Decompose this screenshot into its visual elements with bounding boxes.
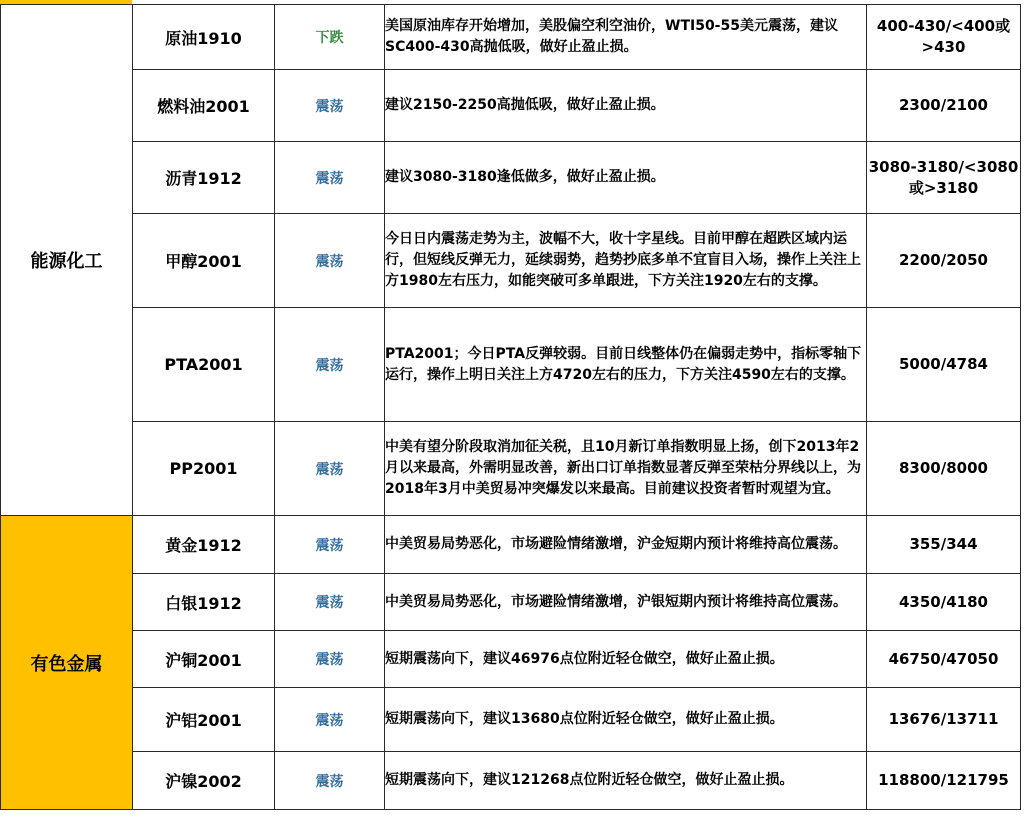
contract-name: 沥青1912 — [133, 142, 275, 214]
trend-label: 震荡 — [275, 422, 385, 516]
price-levels: 118800/121795 — [867, 752, 1021, 810]
analysis-text: 建议3080-3180逢低做多，做好止盈止损。 — [385, 142, 867, 214]
trend-label: 下跌 — [275, 5, 385, 70]
trend-label: 震荡 — [275, 752, 385, 810]
price-levels: 8300/8000 — [867, 422, 1021, 516]
price-levels: 2200/2050 — [867, 214, 1021, 308]
table-row — [1, 308, 1021, 422]
trend-label: 震荡 — [275, 142, 385, 214]
analysis-text: 中美贸易局势恶化，市场避险情绪激增，沪金短期内预计将维持高位震荡。 — [385, 516, 867, 574]
trend-label: 震荡 — [275, 516, 385, 574]
table-row — [1, 142, 1021, 214]
price-levels: 4350/4180 — [867, 574, 1021, 631]
trend-label: 震荡 — [275, 214, 385, 308]
price-levels: 5000/4784 — [867, 308, 1021, 422]
sector-label-nonferrous-metals: 有色金属 — [1, 516, 133, 810]
table-row — [1, 574, 1021, 631]
contract-name: PTA2001 — [133, 308, 275, 422]
price-levels: 3080-3180/<3080或>3180 — [867, 142, 1021, 214]
price-levels: 46750/47050 — [867, 631, 1021, 688]
table-row — [1, 688, 1021, 752]
contract-name: 原油1910 — [133, 5, 275, 70]
analysis-text: 短期震荡向下，建议13680点位附近轻仓做空，做好止盈止损。 — [385, 688, 867, 752]
trend-label: 震荡 — [275, 631, 385, 688]
trend-label: 震荡 — [275, 688, 385, 752]
table-row — [1, 422, 1021, 516]
table-row — [1, 516, 1021, 574]
analysis-text: PTA2001；今日PTA反弹较弱。目前日线整体仍在偏弱走势中，指标零轴下运行，操作上明日关注上方4720左右的压力，下方关注4590左右的支撑。 — [385, 308, 867, 422]
contract-name: 沪镍2002 — [133, 752, 275, 810]
contract-name: 白银1912 — [133, 574, 275, 631]
table-row — [1, 631, 1021, 688]
analysis-text: 中美贸易局势恶化，市场避险情绪激增，沪银短期内预计将维持高位震荡。 — [385, 574, 867, 631]
analysis-text: 短期震荡向下，建议121268点位附近轻仓做空，做好止盈止损。 — [385, 752, 867, 810]
table-row — [1, 752, 1021, 810]
trend-label: 震荡 — [275, 308, 385, 422]
price-levels: 2300/2100 — [867, 70, 1021, 142]
analysis-text: 短期震荡向下，建议46976点位附近轻仓做空，做好止盈止损。 — [385, 631, 867, 688]
contract-name: 沪铜2001 — [133, 631, 275, 688]
contract-name: 沪铝2001 — [133, 688, 275, 752]
analysis-text: 美国原油库存开始增加，美股偏空利空油价，WTI50-55美元震荡，建议SC400-430高抛低吸，做好止盈止损。 — [385, 5, 867, 70]
table-row — [1, 214, 1021, 308]
contract-name: 黄金1912 — [133, 516, 275, 574]
contract-name: 甲醇2001 — [133, 214, 275, 308]
analysis-text: 今日日内震荡走势为主，波幅不大，收十字星线。目前甲醇在超跌区域内运行，但短线反弹无力，延续弱势，趋势抄底多单不宜盲目入场，操作上关注上方1980左右压力，如能突破可多单跟进，下方关注1920左右的支撑。 — [385, 214, 867, 308]
contract-name: PP2001 — [133, 422, 275, 516]
price-levels: 13676/13711 — [867, 688, 1021, 752]
price-levels: 400-430/<400或>430 — [867, 5, 1021, 70]
analysis-text: 建议2150-2250高抛低吸，做好止盈止损。 — [385, 70, 867, 142]
table-row — [1, 5, 1021, 70]
trend-label: 震荡 — [275, 574, 385, 631]
price-levels: 355/344 — [867, 516, 1021, 574]
table-row — [1, 70, 1021, 142]
trend-label: 震荡 — [275, 70, 385, 142]
contract-name: 燃料油2001 — [133, 70, 275, 142]
futures-strategy-table — [0, 4, 1021, 810]
analysis-text: 中美有望分阶段取消加征关税，且10月新订单指数明显上扬，创下2013年2月以来最高，外需明显改善，新出口订单指数显著反弹至荣枯分界线以上，为2018年3月中美贸易冲突爆发以来最高。目前建议投资者暂时观望为宜。 — [385, 422, 867, 516]
sector-label-energy-chemicals: 能源化工 — [1, 5, 133, 516]
